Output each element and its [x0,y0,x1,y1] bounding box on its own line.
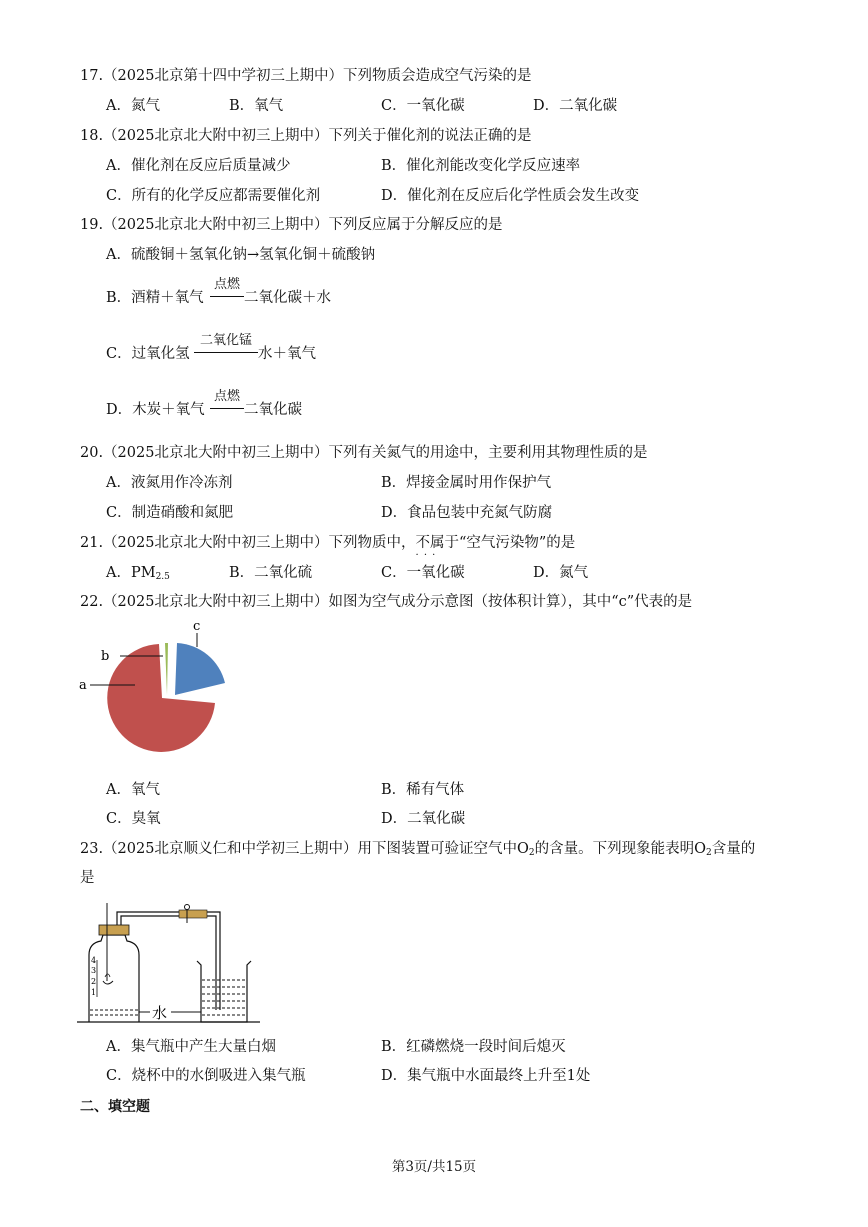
q21-stem-emphasis: 不属于 · · · [415,535,459,551]
q23-stem-line2: 是 [80,870,95,886]
q20-option-b: B．焊接金属时用作保护气 [381,475,552,491]
q23-stem-sub2: 2 [705,848,712,858]
q23-stem-post: 含量的 [711,841,756,857]
q17-option-a: A．氮气 [106,98,160,114]
q21-option-c: C．一氧化碳 [381,565,465,581]
q23-option-d: D．集气瓶中水面最终上升至1处 [381,1068,591,1084]
q22-stem: 22.（2025北京北大附中初三上期中）如图为空气成分示意图（按体积计算），其中“c”代表的是 [80,594,693,610]
connecting-tube [117,912,220,1010]
q21-option-b: B．二氧化硫 [229,565,313,581]
q20-option-a: A．液氮用作冷冻剂 [106,475,233,491]
q19-option-d-condition: 点燃 [213,389,240,404]
q19-option-a: A．硫酸铜＋氢氧化钠→氢氧化铜＋硫酸钠 [106,247,376,263]
q21-stem-post: “空气污染物”的是 [458,535,576,551]
q19-option-b-left: B．酒精＋氧气 [106,290,204,306]
pie-slice-b [165,643,168,695]
q17-stem: 17.（2025北京第十四中学初三上期中）下列物质会造成空气污染的是 [80,68,532,84]
q18-stem: 18.（2025北京北大附中初三上期中）下列关于催化剂的说法正确的是 [80,128,532,144]
q23-stem-pre: 23.（2025北京顺义仁和中学初三上期中）用下图装置可验证空气中O [80,841,529,857]
spoon-bowl [103,981,113,984]
label-b: b [101,649,110,664]
q21-option-a-text: A．PM [106,565,156,581]
q23-option-b: B．红磷燃烧一段时间后熄灭 [381,1039,566,1055]
q20-option-c: C．制造硝酸和氮肥 [106,505,234,521]
q18-option-a: A．催化剂在反应后质量减少 [106,158,291,174]
q20-stem: 20.（2025北京北大附中初三上期中）下列有关氮气的用途中，主要利用其物理性质的是 [80,445,648,461]
q21-stem [80,533,575,553]
q18-option-c: C．所有的化学反应都需要催化剂 [106,188,321,204]
q19-option-b-right: 二氧化碳＋水 [244,290,331,306]
q19-option-d-left: D．木炭＋氧气 [106,402,205,418]
q21-option-a-sub: 2.5 [155,572,170,582]
q21-option-a [106,563,170,587]
q17-option-b: B．氧气 [229,98,284,114]
q21-stem-pre: 21.（2025北京北大附中初三上期中）下列物质中， [80,535,416,551]
oxygen-experiment-apparatus [75,895,265,1030]
water-label: 水 [152,1004,168,1022]
q23-option-a: A．集气瓶中产生大量白烟 [106,1039,276,1055]
q19-option-c-left: C．过氧化氢 [106,346,190,362]
q23-stem-mid: 的含量。下列现象能表明O [534,841,706,857]
q23-option-c: C．烧杯中的水倒吸进入集气瓶 [106,1068,306,1084]
beaker [197,961,251,1022]
q22-option-b: B．稀有气体 [381,782,465,798]
pie-slice-c [175,643,225,695]
q19-option-b-bar [210,296,244,297]
q19-option-b-condition: 点燃 [213,277,240,292]
q18-option-b: B．催化剂能改变化学反应速率 [381,158,581,174]
q17-option-c: C．一氧化碳 [381,98,465,114]
q23-stem-sub1: 2 [528,848,535,858]
q21-option-d: D．氮气 [533,565,589,581]
air-composition-pie-chart [75,615,235,775]
q22-option-a: A．氧气 [106,782,160,798]
q23-stem-line1 [80,839,755,863]
q19-option-c-right: 水＋氧气 [258,346,316,362]
q22-option-d: D．二氧化碳 [381,811,466,827]
q19-option-c-condition: 二氧化锰 [199,333,252,348]
q20-option-d: D．食品包装中充氮气防腐 [381,505,553,521]
gas-jar [89,935,139,1022]
q19-option-d-bar [210,408,244,409]
spring-clamp [179,910,207,918]
label-a: a [79,678,87,693]
q22-option-c: C．臭氧 [106,811,161,827]
scale-1: 1 [91,988,97,997]
q19-option-d-right: 二氧化碳 [244,402,302,418]
q19-stem: 19.（2025北京北大附中初三上期中）下列反应属于分解反应的是 [80,217,503,233]
page-footer: 第3页/共15页 [391,1159,477,1175]
q17-option-d: D．二氧化碳 [533,98,618,114]
label-c: c [193,619,201,634]
scale-4: 4 [91,956,97,965]
q19-option-c-bar [194,352,258,353]
scale-3: 3 [91,966,97,975]
jar-stopper [99,925,129,935]
section-heading: 二、填空题 [80,1099,150,1115]
beaker-water [202,980,246,1015]
q18-option-d: D．催化剂在反应后化学性质会发生改变 [381,188,640,204]
scale-2: 2 [91,977,97,986]
